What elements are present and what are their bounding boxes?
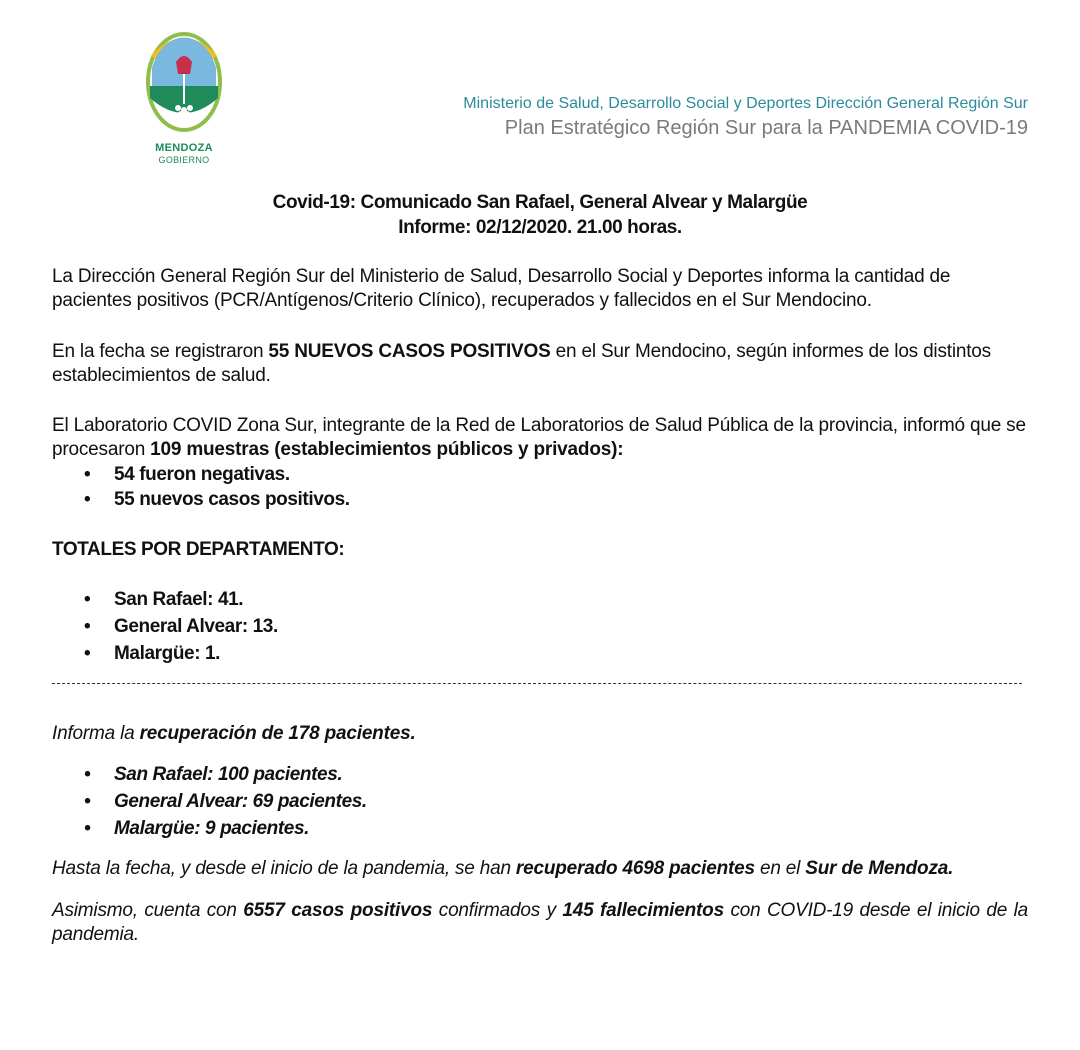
bullet: • [84,643,91,664]
totals-heading: TOTALES POR DEPARTAMENTO: [52,539,345,560]
list-item [84,790,367,814]
list-item [84,763,342,787]
lab-paragraph [52,414,1032,462]
summary-post: con COVID-19 desde el inicio de la pandemia. [52,900,1029,945]
recovery-count: recuperación de 178 pacientes. [139,723,416,744]
totals-san-rafael: San Rafael: 41. [114,589,244,610]
list-item [84,615,278,639]
lab-item-positive: 55 nuevos casos positivos. [114,489,350,510]
logo-text-mendoza: MENDOZA [155,142,213,154]
recovery-general-alvear: General Alvear: 69 pacientes. [114,791,367,812]
cumulative-paragraph [52,857,1032,881]
list-item [84,488,350,512]
summary-mid: confirmados y [432,900,563,921]
new-cases-pre: En la fecha se registraron [52,341,269,362]
cumulative-mid: en el [754,858,806,879]
ministry-header: Ministerio de Salud, Desarrollo Social y Deportes Dirección General Región Sur [463,95,1028,112]
bullet: • [84,764,91,785]
bullet: • [84,818,91,839]
lab-samples: 109 muestras (establecimientos públicos y privados): [150,439,624,460]
bullet: • [84,489,91,510]
new-cases-post: en el Sur Mendocino, según informes de los distintos establecimientos de salud. [52,341,991,386]
totals-malargue: Malargüe: 1. [114,643,221,664]
recovery-pre: Informa la [52,723,140,744]
bullet: • [84,589,91,610]
dashed-divider [52,683,1022,685]
recovery-paragraph [52,722,1032,746]
logo-text-gobierno: GOBIERNO [158,155,210,165]
list-item [84,642,220,666]
bullet: • [84,464,91,485]
bullet: • [84,791,91,812]
summary-positive: 6557 casos positivos [243,900,433,921]
intro-paragraph: La Dirección General Región Sur del Ministerio de Salud, Desarrollo Social y Deportes informa la cantidad de pacientes positivos (PCR/Antígenos/Criterio Clínico), recuperados y fallecidos en el Sur Mendocino. [52,266,951,311]
list-item [84,463,290,487]
totals-general-alvear: General Alvear: 13. [114,616,278,637]
bullet: • [84,616,91,637]
lab-item-negative: 54 fueron negativas. [114,464,290,485]
recovery-malargue: Malargüe: 9 pacientes. [114,818,309,839]
plan-header: Plan Estratégico Región Sur para la PANDEMIA COVID-19 [504,117,1028,139]
list-item [84,817,309,841]
summary-pre: Asimismo, cuenta con [52,900,244,921]
report-date: Informe: 02/12/2020. 21.00 horas. [398,217,682,238]
cumulative-recovered: recuperado 4698 pacientes [515,858,755,879]
lab-pre: El Laboratorio COVID Zona Sur, integrante de la Red de Laboratorios de Salud Pública de la provincia, informó que se procesaron [52,415,1026,460]
cumulative-pre: Hasta la fecha, y desde el inicio de la pandemia, se han [52,858,516,879]
report-title: Covid-19: Comunicado San Rafael, General Alvear y Malargüe [272,192,808,213]
summary-paragraph [52,899,1028,947]
recovery-san-rafael: San Rafael: 100 pacientes. [114,764,343,785]
new-cases-count: 55 NUEVOS CASOS POSITIVOS [268,341,551,362]
summary-deaths: 145 fallecimientos [562,900,724,921]
list-item [84,588,243,612]
cumulative-region: Sur de Mendoza. [805,858,954,879]
new-cases-paragraph [52,340,1032,388]
